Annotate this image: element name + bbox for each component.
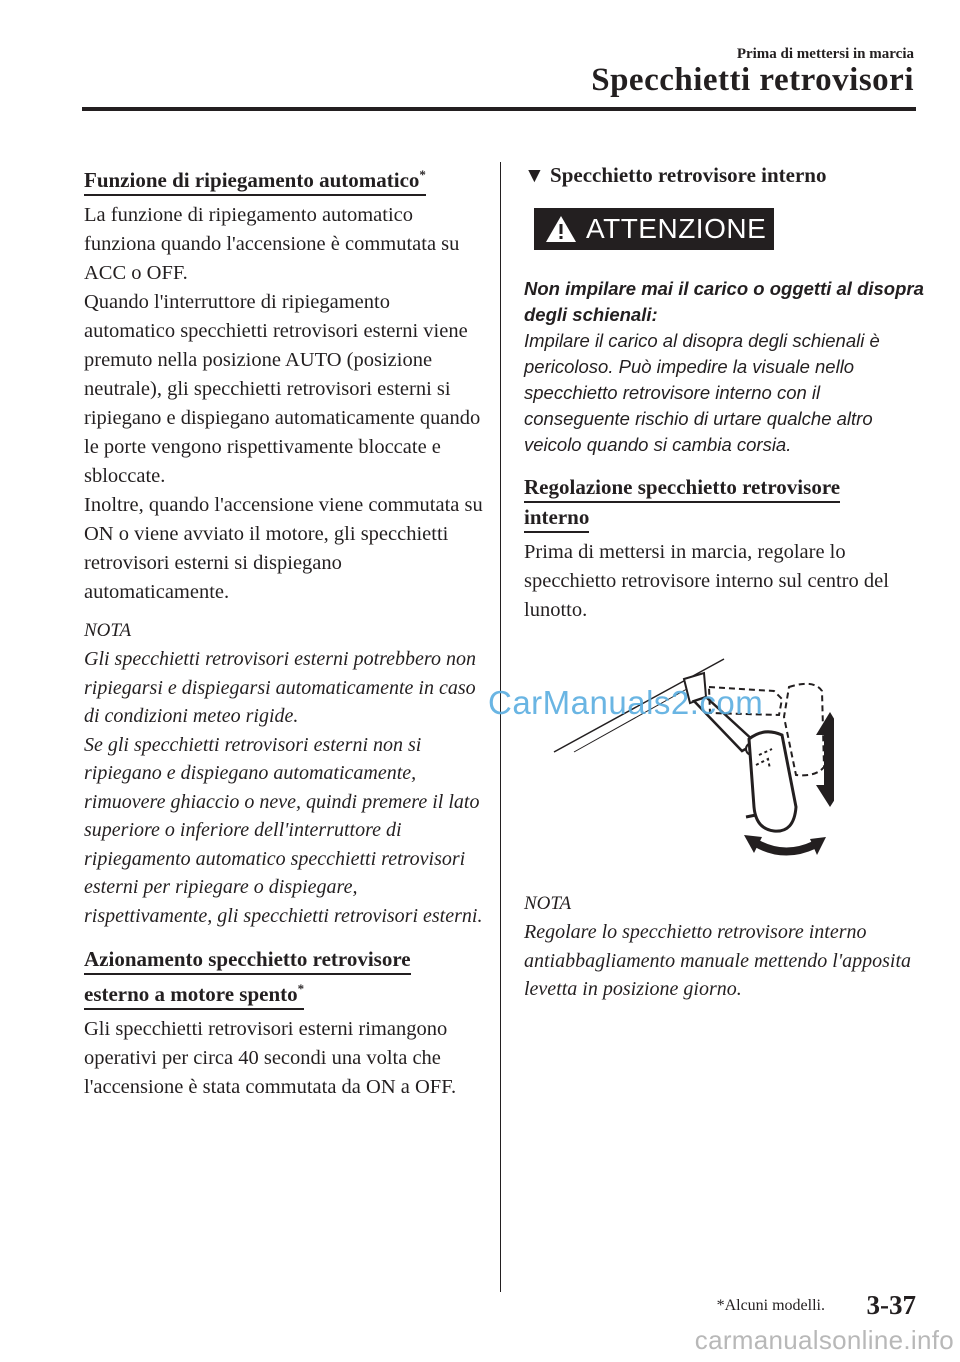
asterisk-mark: * [297, 981, 305, 996]
paragraph: La funzione di ripiegamento automatico funziona quando l'accensione è commutata su ACC o OFF. [84, 204, 460, 284]
paragraph: Gli specchietti retrovisori esterni rimangono operativi per circa 40 secondi una volta che l'accensione è stata commutata da ON a OFF. [84, 1018, 457, 1098]
nota-text: Se gli specchietti retrovisori esterni non si ripiegano e dispiegano automaticamente, rimuovere ghiaccio o neve, quindi premere il lato superiore o inferiore dell'interruttore di ripiegamento automatico specchietti retrovisori esterni per ripiegare o dispiegare, rispettivamente, gli specchietti retrovisori esterni. [84, 733, 483, 927]
section-heading-auto-fold: Funzione di ripiegamento automatico* [84, 160, 484, 195]
site-watermark: carmanualsonline.info [694, 1325, 954, 1355]
warning-body-text: Impilare il carico al disopra degli schienali è pericoloso. Può impedire la visuale nello specchietto retrovisore interno con il conseguente rischio di urtare qualche altro veicolo quando si cambia corsia. [524, 330, 880, 455]
right-column [524, 160, 924, 1018]
warning-badge [534, 208, 774, 250]
page-number: 3-37 [866, 1290, 916, 1320]
nota-text: Regolare lo specchietto retrovisore interno antiabbagliamento manuale mettendo l'apposita levetta in posizione giorno. [524, 921, 912, 1000]
left-column [84, 160, 484, 1112]
footer-note: *Alcuni modelli. [716, 1297, 825, 1314]
nota-label: NOTA [84, 620, 132, 641]
paragraph: Prima di mettersi in marcia, regolare lo specchietto retrovisore interno sul centro del lunotto. [524, 541, 889, 621]
asterisk-mark: * [419, 167, 426, 182]
header-rule [82, 107, 916, 111]
column-divider [500, 162, 501, 1292]
nota-label: NOTA [524, 893, 572, 914]
section-title: ▼ Specchietto retrovisore interno [524, 163, 827, 187]
watermark: CarManuals2.com [488, 684, 764, 721]
nota-text: Gli specchietti retrovisori esterni potrebbero non ripiegarsi e dispiegarsi automaticamente in caso di condizioni meteo rigide. [84, 648, 476, 727]
section-heading-engine-off: Azionamento specchietto retrovisore esterno a motore spento* [84, 944, 484, 1009]
page-title: Specchietti retrovisori [591, 62, 914, 98]
triangle-marker-icon: ▼ [524, 163, 545, 187]
warning-bold-text: Non impilare mai il carico o oggetti al disopra degli schienali: [524, 278, 924, 325]
header-subtitle: Prima di mettersi in marcia [736, 46, 914, 62]
paragraph: Inoltre, quando l'accensione viene commutata su ON o viene avviato il motore, gli specchietti retrovisori esterni si dispiegano automaticamente. [84, 494, 483, 603]
paragraph: Quando l'interruttore di ripiegamento automatico specchietti retrovisori esterni viene premuto nella posizione AUTO (posizione neutrale), gli specchietti retrovisori esterni si ripiegano e dispiegano automaticamente quando le porte vengono rispettivamente bloccate e sbloccate. [84, 291, 481, 487]
warning-triangle-icon [544, 214, 578, 244]
section-heading-adjust: Regolazione specchietto retrovisore interno [524, 472, 924, 532]
warning-label: ATTENZIONE [586, 213, 767, 244]
